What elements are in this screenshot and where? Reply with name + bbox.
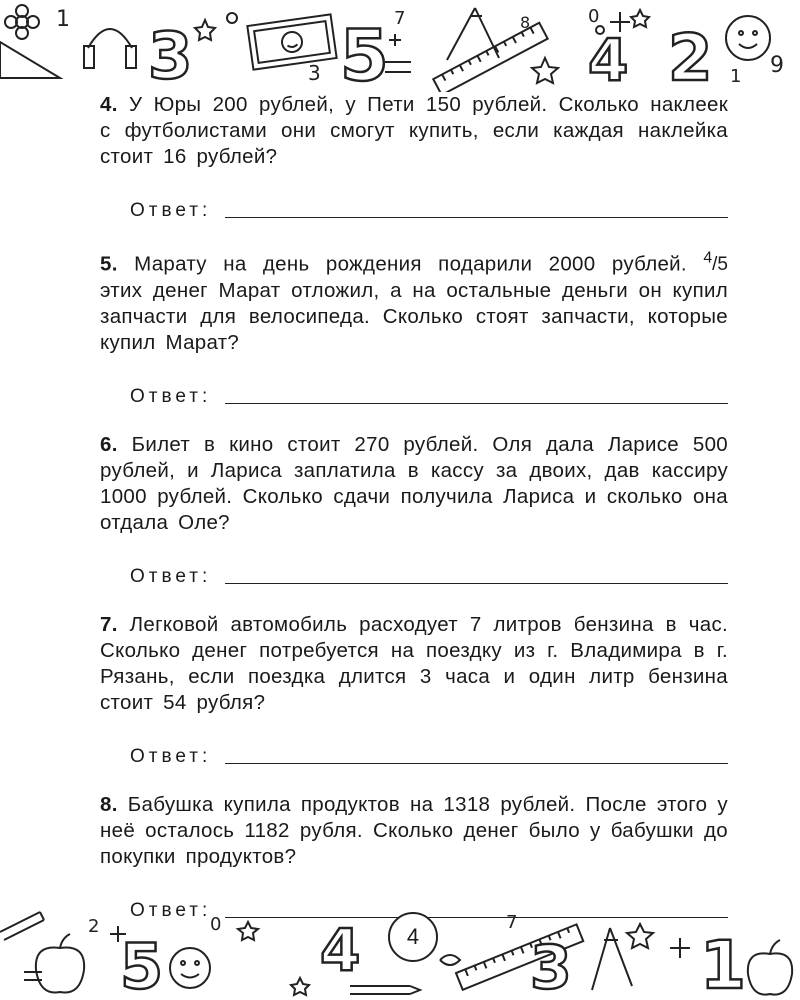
problem-body: Бабушка купила продуктов на 1318 рублей. После этого у неё осталось 1182 рубля. Сколько денег было у бабушки до покупки продуктов? [100,793,728,869]
problem-text [100,792,728,870]
fraction-denominator: 5 [717,254,728,276]
problem-6 [100,432,728,588]
answer-label: Ответ: [130,900,212,922]
page-number-badge [388,912,438,962]
worksheet-content [100,92,728,922]
digit-doodle: 7 [506,912,518,933]
circle-doodle-icon [227,13,237,23]
swirl-doodle-icon [440,955,460,965]
problem-text [100,612,728,716]
answer-line[interactable] [225,216,728,218]
digit-doodle: 2 [88,916,100,937]
fraction-numerator: 4 [703,250,713,267]
problem-8 [100,792,728,922]
page-number: 4 [406,924,420,949]
problem-body: Марату на день рождения подарили 2000 рублей. [134,252,687,276]
digit-doodle: 3 [308,61,321,85]
problem-body: Легковой автомобиль расходует 7 литров бензина в час. Сколько денег потребуется на поездку из г. Владимира в г. Рязань, если поездка длится 3 часа и один литр бензина стоит 54 рубля? [100,613,728,715]
star-icon [291,978,309,995]
compass-icon [592,928,632,990]
digit-doodle: 1 [730,66,742,87]
equals-icon [24,972,42,980]
digit-doodle: 4 [320,916,361,984]
problem-7 [100,612,728,768]
digit-doodle: 3 [148,20,193,92]
answer-line[interactable] [225,582,728,584]
plus-icon [389,34,401,46]
problem-number: 5. [100,252,118,276]
answer-row [100,742,728,768]
digit-doodle: 9 [770,53,784,78]
answer-line[interactable] [225,762,728,764]
compass-icon [447,8,499,60]
digit-doodle: 5 [120,930,164,1000]
digit-doodle: 5 [340,15,389,92]
digit-doodle: 0 [210,914,222,935]
digit-doodle: 1 [700,927,746,1000]
equals-icon [385,62,411,72]
digit-doodle: 4 [588,26,629,92]
star-icon [238,922,258,940]
smiley-face-icon [726,16,770,60]
ruler-icon [433,23,547,92]
flower-icon [5,5,39,39]
problem-5 [100,246,728,408]
star-icon [631,10,649,27]
problem-number: 6. [100,433,118,457]
problem-body: Билет в кино стоит 270 рублей. Оля дала Ларисе 500 рублей, и Лариса заплатила в кассу за двоих, дав кассиру 1000 рублей. Сколько сдачи получила Лариса и сколько она отдала Оле? [100,433,729,535]
problem-text [100,246,728,356]
answer-label: Ответ: [130,566,212,588]
digit-doodle: 3 [530,933,572,1000]
problem-number: 7. [100,613,118,637]
apple-icon [748,940,792,995]
smiley-face-icon [170,948,210,988]
problem-number: 4. [100,93,118,116]
digit-doodle: 0 [588,6,600,27]
top-doodle-art [0,0,800,92]
answer-row [100,196,728,222]
problem-number: 8. [100,793,118,817]
star-icon [627,924,653,948]
digit-doodle: 1 [56,7,70,32]
digit-doodle: 2 [668,22,713,92]
triangle-ruler-icon [0,42,60,78]
plus-icon [670,938,690,958]
answer-label: Ответ: [130,386,212,408]
answer-label: Ответ: [130,746,212,768]
fraction: $^4$/5 [703,250,728,276]
problem-body-continued: этих денег Марат отложил, а на остальные деньги он купил запчасти для велосипеда. Сколько стоят запчасти, которые купил Марат? [100,279,728,355]
problem-body: У Юры 200 рублей, у Пети 150 рублей. Сколько наклеек с футболистами они смогут купить, если каждая наклейка стоит 16 рублей? [100,93,728,168]
star-icon [195,20,215,40]
pencil-icon [0,912,44,940]
digit-doodle: 8 [520,13,531,32]
apple-icon [36,934,84,993]
digit-doodle: 7 [394,8,406,29]
headphones-icon [84,29,136,68]
answer-label: Ответ: [130,200,212,221]
star-icon [532,58,558,83]
answer-row [100,382,728,408]
answer-row [100,562,728,588]
banknote-icon [247,14,336,69]
problem-text [100,92,728,170]
top-doodle-border [0,0,800,92]
problem-4 [100,92,728,222]
pencil-icon [350,986,420,994]
problem-text [100,432,728,536]
answer-line[interactable] [225,402,728,404]
